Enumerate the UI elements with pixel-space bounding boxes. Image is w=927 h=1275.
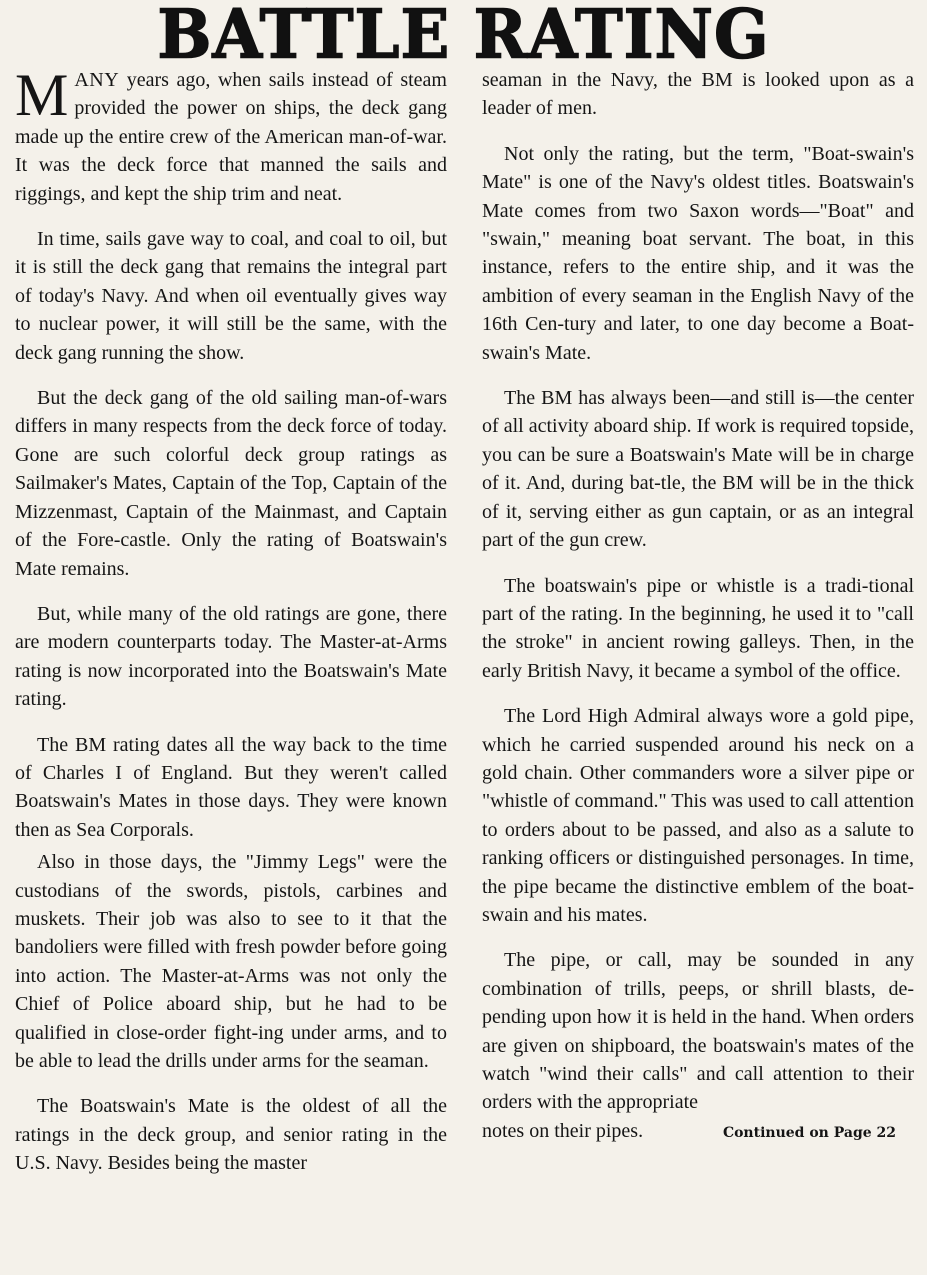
right-paragraph-3: The BM has always been—and still is—the center of all activity aboard ship. If work is required topside, you can be sure a Boatswain's Mate will be in charge of it. And, during bat-tle, the BM will be in the thick of it, serving either as gun captain, or as an integral part of the gun crew. bbox=[482, 387, 914, 552]
right-paragraph-6-last-line bbox=[482, 1117, 914, 1147]
left-paragraph-6: Also in those days, the "Jimmy Legs" were the custodians of the swords, pistols, carbines and muskets. Their job was also to see to it that the bandoliers were filled with fresh powder before going into action. The Master-at-Arms was not only the Chief of Police aboard ship, but he had to be qualified in close-order fight-ing under arms, and to be able to lead the drills under arms for the seaman. bbox=[15, 851, 447, 1072]
right-paragraph-6-end: notes on their pipes. bbox=[482, 1119, 644, 1142]
right-paragraph-5: The Lord High Admiral always wore a gold pipe, which he carried suspended around his neck on a gold chain. Other commanders wore a silver pipe or "whistle of command." This was used to call attention to orders about to be passed, and also as a salute to ranking officers or distinguished personages. In time, the pipe became the distinctive emblem of the boat-swain and his mates. bbox=[482, 705, 914, 926]
page-title: BATTLE RATING bbox=[157, 0, 770, 75]
left-paragraph-3: But the deck gang of the old sailing man-of-wars differs in many respects from the deck force of today. Gone are such colorful deck group ratings as Sailmaker's Mates, Captain of the Top, Captain of the Mizzenmast, Captain of the Mainmast, and Captain of the Fore-castle. Only the rating of Boatswain's Mate remains. bbox=[15, 387, 447, 580]
drop-cap: M bbox=[15, 62, 69, 128]
intro-lead-word: ANY bbox=[74, 69, 120, 91]
right-paragraph-1: seaman in the Navy, the BM is looked upon as a leader of men. bbox=[482, 69, 914, 120]
right-paragraph-2: Not only the rating, but the term, "Boat-swain's Mate" is one of the Navy's oldest titles. Boatswain's Mate comes from two Saxon words—"Boat" and "swain," meaning boat servant. The boat, in this instance, refers to the entire ship, and it was the ambition of every seaman in the English Navy of the 16th Cen-tury and later, to one day become a Boat-swain's Mate. bbox=[482, 142, 914, 364]
right-paragraph-6: The pipe, or call, may be sounded in any combination of trills, peeps, or shrill blasts, de-pending upon how it is held in the hand. When orders are given on shipboard, the boatswain's mates of the watch "wind their calls" and call attention to their orders with the appropriate bbox=[482, 949, 914, 1114]
intro-paragraph bbox=[15, 62, 447, 208]
left-paragraph-4: But, while many of the old ratings are gone, there are modern counterparts today. The Master-at-Arms rating is now incorporated into the Boatswain's Mate rating. bbox=[15, 602, 447, 711]
left-paragraph-7: The Boatswain's Mate is the oldest of all the ratings in the deck group, and senior rating in the U.S. Navy. Besides being the master bbox=[15, 1095, 447, 1175]
left-paragraph-5: The BM rating dates all the way back to the time of Charles I of England. But they weren't called Boatswain's Mates in those days. They were known then as Sea Corporals. bbox=[15, 733, 447, 841]
left-paragraph-2: In time, sails gave way to coal, and coal to oil, but it is still the deck gang that remains the integral part of today's Navy. And when oil eventually gives way to nuclear power, it will still be the same, with the deck gang running the show. bbox=[15, 228, 447, 364]
left-column bbox=[15, 62, 447, 1195]
intro-text: years ago, when sails instead of steam provided the power on ships, the deck gang made up the entire crew of the American man-of-war. It was the deck force that manned the sails and riggings, and kept the ship trim and neat. bbox=[15, 69, 447, 205]
continued-on-page-note: Continued on Page 22 bbox=[722, 1124, 896, 1141]
right-column bbox=[482, 66, 914, 1147]
right-paragraph-4: The boatswain's pipe or whistle is a tradi-tional part of the rating. In the beginning, he used it to "call the stroke" in ancient rowing galleys. Then, in the early British Navy, it became a symbol of the office. bbox=[482, 574, 914, 682]
